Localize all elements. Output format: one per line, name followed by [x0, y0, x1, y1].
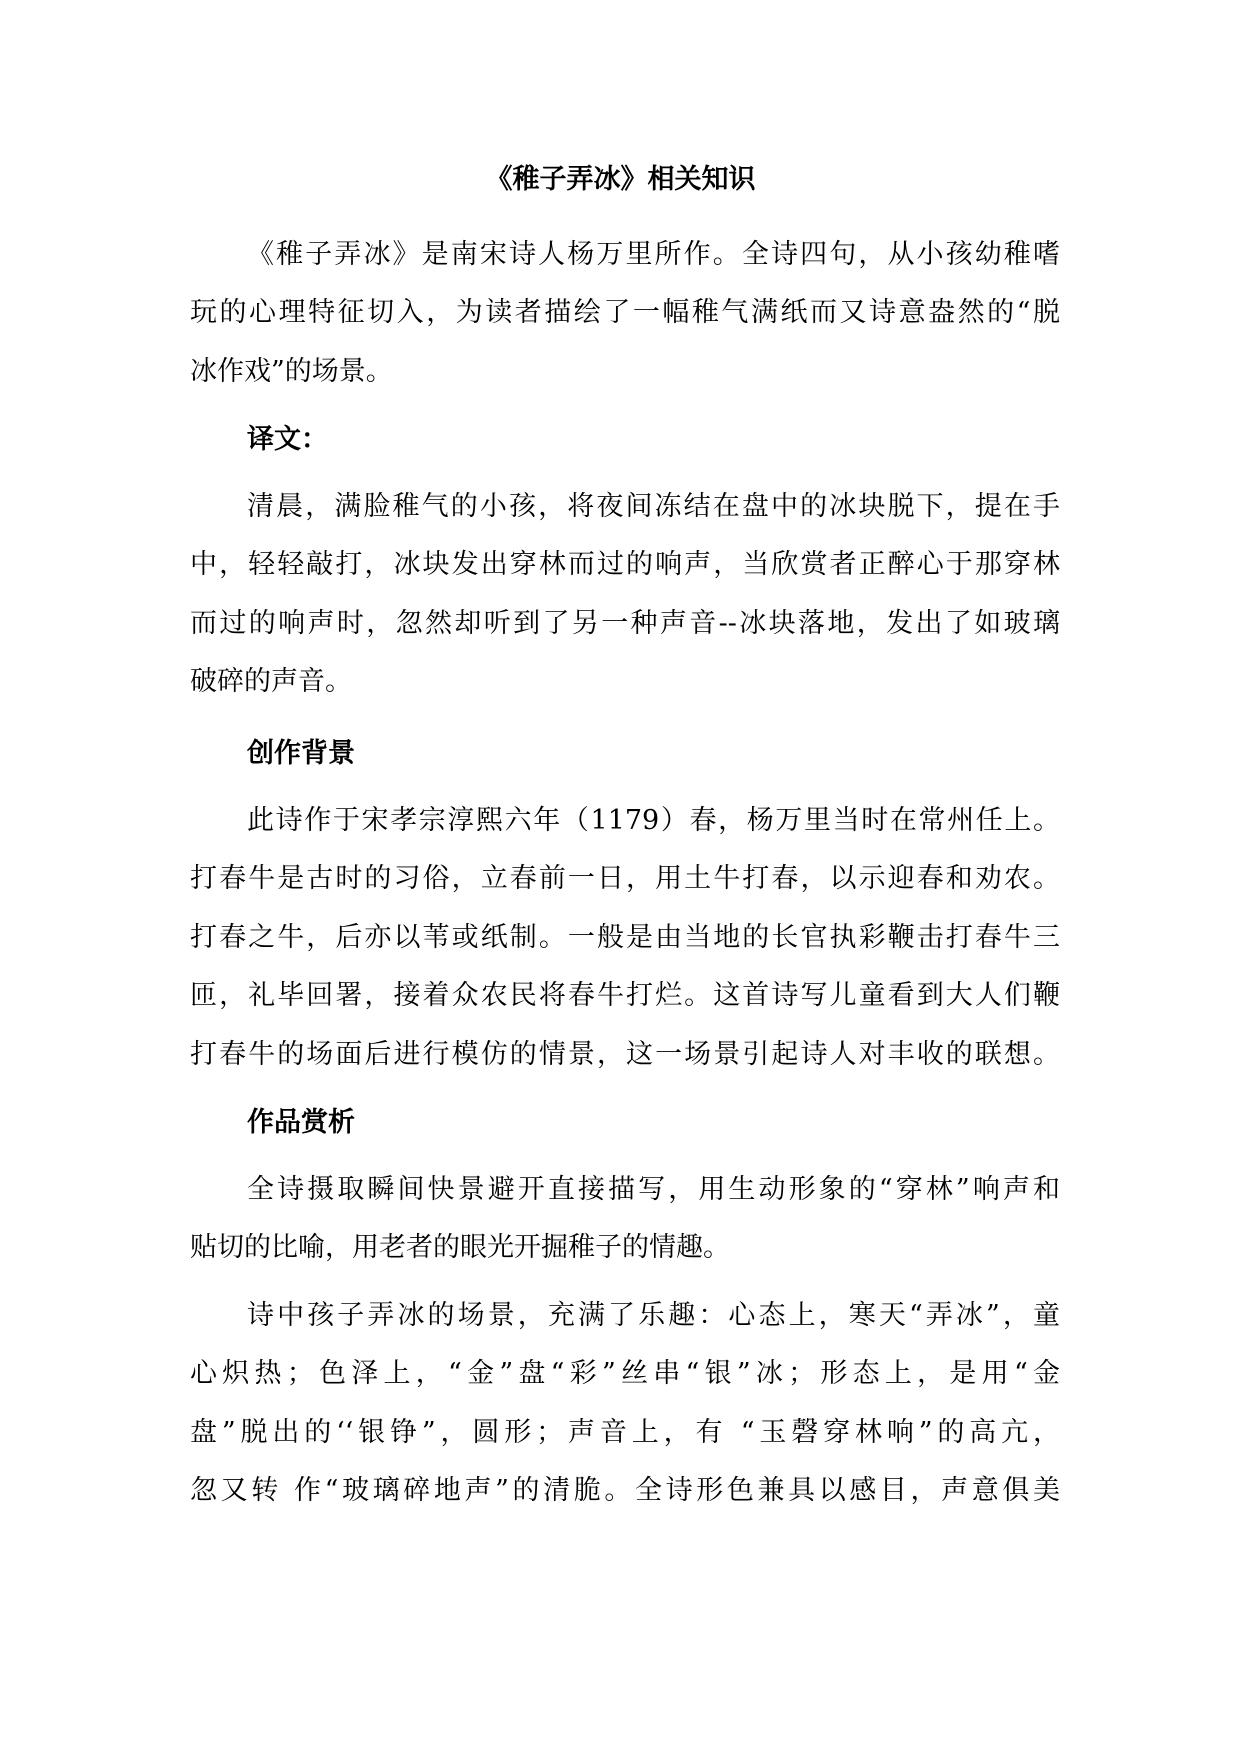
paragraph-line: 贴切的比喻，用老者的眼光开掘稚子的情趣。: [190, 1232, 730, 1263]
paragraph-line: 心炽热；色泽上，“金”盘“彩”丝串“银”冰；形态上，是用“金: [190, 1358, 1060, 1389]
paragraph-line: 打春之牛，后亦以苇或纸制。一般是由当地的长官执彩鞭击打春牛三: [190, 922, 1060, 953]
paragraph-line: 中，轻轻敲打，冰块发出穿林而过的响声，当欣赏者正醉心于那穿林: [190, 549, 1060, 580]
paragraph-line: 而过的响声时，忽然却听到了另一种声音--冰块落地，发出了如玻璃: [190, 608, 1060, 639]
paragraph-line: 玩的心理特征切入，为读者描绘了一幅稚气满纸而又诗意盎然的“脱: [190, 297, 1060, 328]
section-heading-appreciation: 作品赏析: [247, 1107, 355, 1138]
paragraph-line: 盘”脱出的‘‘银铮”，圆形；声音上，有 “玉磬穿林响”的高亢，: [190, 1417, 1060, 1448]
paragraph-line: 破碎的声音。: [190, 666, 352, 697]
section-heading-background: 创作背景: [247, 738, 355, 769]
paragraph-line: 诗中孩子弄冰的场景，充满了乐趣：心态上，寒天“弄冰”，童: [247, 1300, 1060, 1331]
paragraph-line: 此诗作于宋孝宗淳熙六年（1179）春，杨万里当时在常州任上。: [247, 805, 1060, 836]
section-heading-translation: 译文：: [247, 424, 328, 455]
paragraph-line: 清晨，满脸稚气的小孩，将夜间冻结在盘中的冰块脱下，提在手: [247, 491, 1060, 522]
paragraph-line: 打春牛是古时的习俗，立春前一日，用土牛打春，以示迎春和劝农。: [190, 863, 1060, 894]
paragraph-line: 冰作戏”的场景。: [190, 356, 393, 387]
paragraph-line: 匝，礼毕回署，接着众农民将春牛打烂。这首诗写儿童看到大人们鞭: [190, 980, 1060, 1011]
paragraph-line: 《稚子弄冰》是南宋诗人杨万里所作。全诗四句，从小孩幼稚嗜: [247, 239, 1060, 270]
paragraph-line: 忽又转 作“玻璃碎地声”的清脆。全诗形色兼具以感目，声意俱美: [190, 1475, 1060, 1506]
paragraph-line: 全诗摄取瞬间快景避开直接描写，用生动形象的“穿林”响声和: [247, 1174, 1060, 1205]
document-title: 《稚子弄冰》相关知识: [485, 164, 756, 195]
paragraph-line: 打春牛的场面后进行模仿的情景，这一场景引起诗人对丰收的联想。: [190, 1039, 1060, 1070]
